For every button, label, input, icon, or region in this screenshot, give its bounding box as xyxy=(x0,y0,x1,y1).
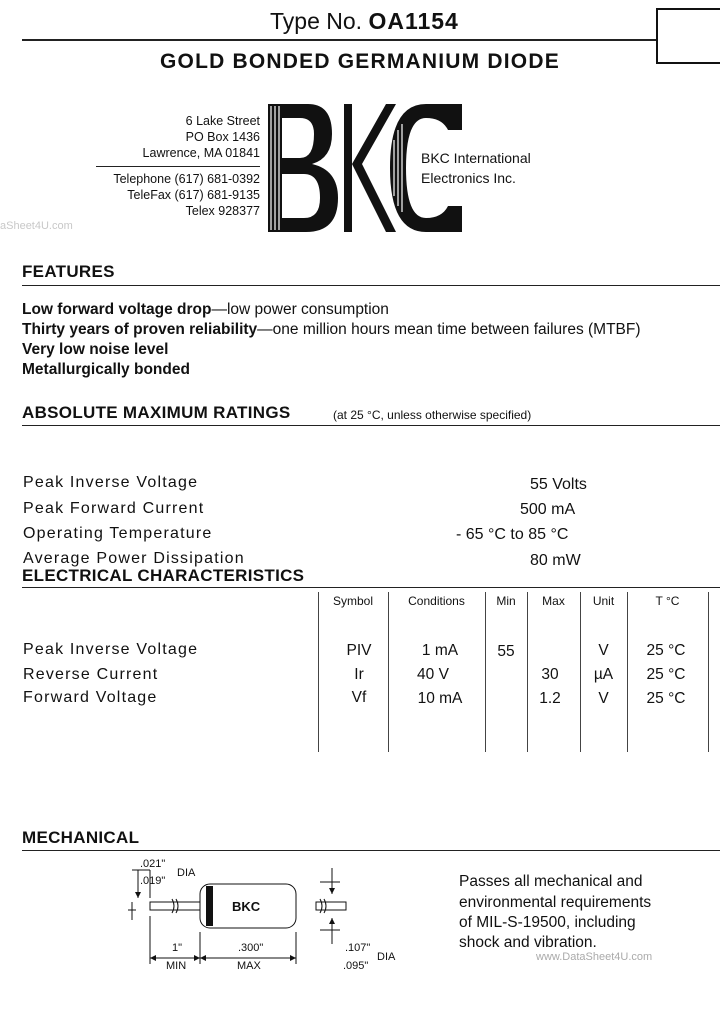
mechanical-description-line: of MIL-S-19500, including xyxy=(459,914,636,931)
header-rule xyxy=(22,39,656,41)
table-row-label: Peak Inverse Voltage xyxy=(23,641,199,658)
type-prefix: Type No. xyxy=(270,8,363,34)
features-heading: FEATURES xyxy=(22,262,115,281)
electrical-heading: ELECTRICAL CHARACTERISTICS xyxy=(22,566,305,585)
table-divider xyxy=(485,592,486,752)
lead-length-tag: MIN xyxy=(166,960,187,972)
cell-conditions: 1 mA xyxy=(421,642,459,659)
type-number-title xyxy=(270,8,459,35)
body-dia-min: .095" xyxy=(343,960,369,972)
feature-rest: —low power consumption xyxy=(211,301,389,318)
contact-line: TeleFax (617) 681-9135 xyxy=(127,188,260,202)
lead-dia-max: .021" xyxy=(140,858,166,870)
bkc-logo xyxy=(266,100,466,236)
cell-symbol: Ir xyxy=(354,666,364,683)
cell-min: 55 xyxy=(497,643,515,660)
body-dia-max: .107" xyxy=(345,942,371,954)
address-line: Lawrence, MA 01841 xyxy=(142,146,260,160)
rating-label: Peak Forward Current xyxy=(23,500,205,517)
cell-unit: V xyxy=(598,642,609,659)
column-header: Min xyxy=(496,594,516,608)
corner-box xyxy=(656,8,720,64)
mechanical-description-line: shock and vibration. xyxy=(459,934,597,951)
section-rule xyxy=(22,425,720,426)
body-dia-label: DIA xyxy=(377,951,396,963)
type-number: OA1154 xyxy=(368,8,459,34)
rating-value: 55 Volts xyxy=(530,476,587,493)
diode-body-label: BKC xyxy=(232,899,261,914)
contact-line: Telex 928377 xyxy=(185,204,260,218)
rating-value: - 65 °C to 85 °C xyxy=(456,526,569,543)
ratings-heading: ABSOLUTE MAXIMUM RATINGS xyxy=(22,403,291,422)
contact-line: Telephone (617) 681-0392 xyxy=(113,172,260,186)
page-subtitle: GOLD BONDED GERMANIUM DIODE xyxy=(160,50,560,73)
section-rule xyxy=(22,285,720,286)
cell-temp: 25 °C xyxy=(646,666,686,683)
mechanical-heading: MECHANICAL xyxy=(22,828,140,847)
cell-temp: 25 °C xyxy=(646,690,686,707)
ratings-note: (at 25 °C, unless otherwise specified) xyxy=(333,408,532,422)
table-divider xyxy=(708,592,709,752)
rating-value: 500 mA xyxy=(520,501,576,518)
feature-bold: Low forward voltage drop xyxy=(22,301,212,318)
column-header: Symbol xyxy=(332,594,373,608)
column-header: T °C xyxy=(655,594,680,608)
feature-bold: Metallurgically bonded xyxy=(22,361,190,378)
watermark-left: aSheet4U.com xyxy=(0,220,73,232)
rating-label: Average Power Dissipation xyxy=(23,550,245,567)
rating-label: Operating Temperature xyxy=(23,525,213,542)
body-length-tag: MAX xyxy=(237,960,261,972)
feature-item xyxy=(22,341,168,359)
feature-item xyxy=(22,361,190,379)
company-name: BKC International xyxy=(421,150,531,166)
body-length-value: .300" xyxy=(238,942,264,954)
mechanical-description-line: Passes all mechanical and xyxy=(459,873,643,890)
table-row-label: Forward Voltage xyxy=(23,689,158,706)
address-line: PO Box 1436 xyxy=(185,130,260,144)
table-row-label: Reverse Current xyxy=(23,666,159,683)
column-header: Max xyxy=(542,594,565,608)
lead-dia-min: .019" xyxy=(140,875,166,887)
address-divider xyxy=(96,166,260,167)
feature-bold: Very low noise level xyxy=(22,341,169,358)
cell-unit: V xyxy=(598,690,609,707)
rating-value: 80 mW xyxy=(530,552,581,569)
cell-symbol: Vf xyxy=(351,689,367,706)
feature-bold: Thirty years of proven reliability xyxy=(22,321,258,338)
company-name: Electronics Inc. xyxy=(421,170,516,186)
cell-conditions: 40 V xyxy=(417,666,449,683)
watermark-bottom: www.DataSheet4U.com xyxy=(536,951,653,963)
column-header: Conditions xyxy=(408,594,465,608)
cell-symbol: PIV xyxy=(346,642,372,659)
rating-label: Peak Inverse Voltage xyxy=(23,474,199,491)
mechanical-description-line: environmental requirements xyxy=(459,894,652,911)
cell-conditions: 10 mA xyxy=(417,690,463,707)
lead-length-value: 1" xyxy=(172,942,183,954)
cell-max: 30 xyxy=(541,666,559,683)
feature-item xyxy=(22,301,389,319)
feature-rest: —one million hours mean time between failures (MTBF) xyxy=(257,321,641,338)
address-line: 6 Lake Street xyxy=(185,114,260,128)
cell-max: 1.2 xyxy=(539,690,561,707)
cell-temp: 25 °C xyxy=(646,642,686,659)
lead-dia-label: DIA xyxy=(177,867,196,879)
cell-unit: µA xyxy=(593,666,614,683)
diode-outline-drawing xyxy=(120,852,400,976)
section-rule xyxy=(22,850,720,851)
section-rule xyxy=(22,587,720,588)
feature-item xyxy=(22,321,641,339)
column-header: Unit xyxy=(592,594,615,608)
